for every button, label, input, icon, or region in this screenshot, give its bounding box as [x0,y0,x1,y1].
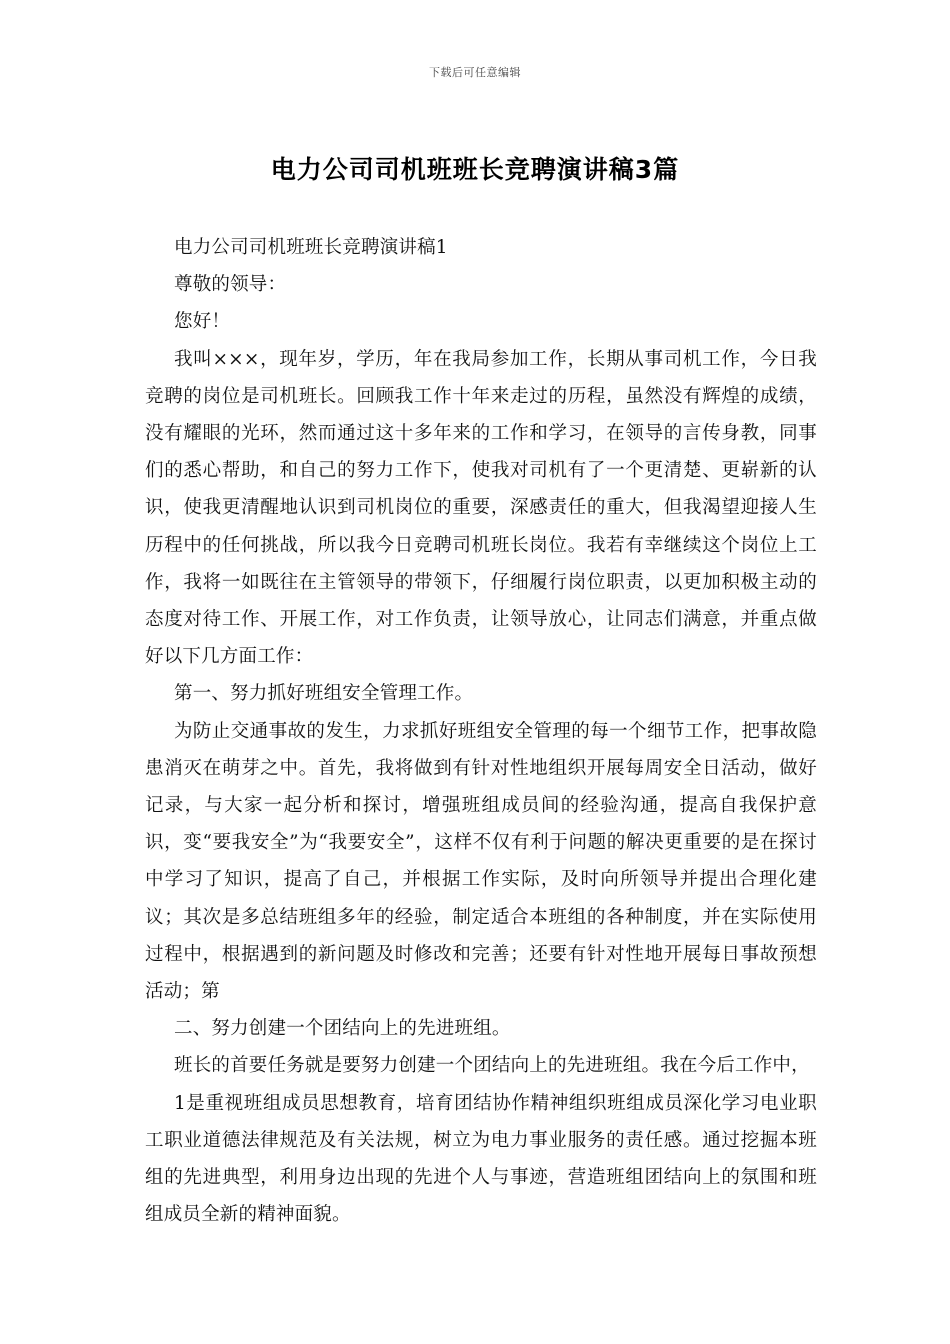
header-note: 下载后可任意编辑 [429,66,521,79]
greeting-paragraph: 您好！ [174,311,231,333]
body-paragraph: 为防止交通事故的发生，力求抓好班组安全管理的每一个细节工作，把事故隐患消灭在萌芽之中。首先，我将做到有针对性地组织开展每周安全日活动，做好记录，与大家一起分析和探讨，增强班组成员间的经验沟通，提高自我保护意识，变“要我安全”为“我要安全”，这样不仅有利于问题的解决更重要的是在探讨中学习了知识，提高了自己，并根据工作实际，及时向所领导并提出合理化建议；其次是多总结班组多年的经验，制定适合本班组的各种制度，并在实际使用过程中，根据遇到的新问题及时修改和完善；还要有针对性地开展每日事故预想活动；第 [145,720,817,1003]
section-heading: 第一、努力抓好班组安全管理工作。 [174,683,474,705]
body-paragraph: 1是重视班组成员思想教育，培育团结协作精神组织班组成员深化学习电业职工职业道德法律规范及有关法规，树立为电力事业服务的责任感。通过挖掘本班组的先进典型，利用身边出现的先进个人与事迹，营造班组团结向上的氛围和班组成员全新的精神面貌。 [145,1092,817,1226]
section-heading: 二、努力创建一个团结向上的先进班组。 [174,1018,511,1040]
subtitle-paragraph: 电力公司司机班班长竞聘演讲稿1 [174,237,448,258]
document-title: 电力公司司机班班长竞聘演讲稿3篇 [270,155,680,184]
body-paragraph: 我叫×××，现年岁，学历，年在我局参加工作，长期从事司机工作，今日我竞聘的岗位是司机班长。回顾我工作十年来走过的历程，虽然没有辉煌的成绩，没有耀眼的光环，然而通过这十多年来的工作和学习，在领导的言传身教，同事们的悉心帮助，和自己的努力工作下，使我对司机有了一个更清楚、更崭新的认识，使我更清醒地认识到司机岗位的重要，深感责任的重大，但我渴望迎接人生历程中的任何挑战，所以我今日竞聘司机班长岗位。我若有幸继续这个岗位上工作，我将一如既往在主管领导的带领下，仔细履行岗位职责，以更加积极主动的态度对待工作、开展工作，对工作负责，让领导放心，让同志们满意，并重点做好以下几方面工作： [145,348,817,668]
salutation-paragraph: 尊敬的领导： [174,274,287,296]
body-paragraph: 班长的首要任务就是要努力创建一个团结向上的先进班组。我在今后工作中， [174,1055,810,1077]
document-body [145,229,817,1233]
